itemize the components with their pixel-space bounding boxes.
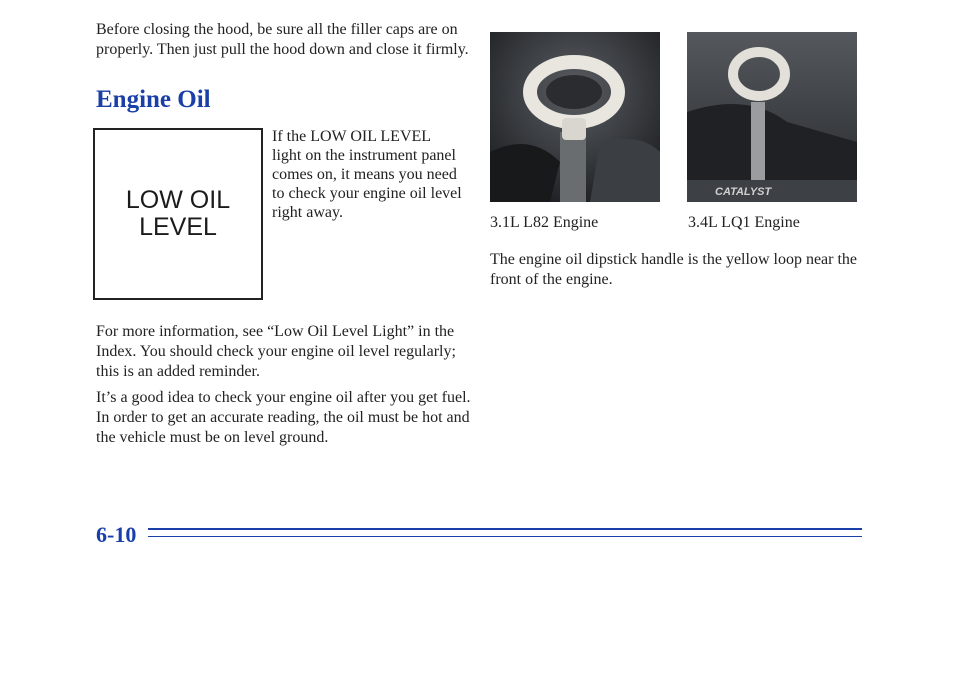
engine-photo-3-1l: [490, 32, 660, 202]
dipstick-loop-illustration-1: [490, 32, 660, 202]
section-heading: Engine Oil: [96, 86, 211, 113]
footer-rule-thick: [148, 528, 862, 530]
photo-caption-3-4l: 3.4L LQ1 Engine: [688, 214, 800, 231]
intro-paragraph: Before closing the hood, be sure all the filler caps are on properly. Then just pull the hood down and close it firmly.: [96, 21, 469, 58]
low-oil-level-description: If the LOW OIL LEVEL light on the instrument panel comes on, it means you need to check your engine oil level right away.: [272, 128, 462, 221]
engine-photo-3-4l: [687, 32, 857, 202]
low-oil-level-indicator: [93, 128, 263, 300]
photo-caption-3-1l: 3.1L L82 Engine: [490, 214, 599, 231]
catalyst-stamp: CATALYST: [715, 186, 772, 198]
page-number: 6-10: [96, 522, 137, 547]
dipstick-loop-illustration-2: [687, 32, 857, 202]
more-information-paragraph: For more information, see “Low Oil Level Light” in the Index. You should check your engine oil level regularly; this is an added reminder.: [96, 323, 456, 380]
dipstick-note: The engine oil dipstick handle is the yellow loop near the front of the engine.: [490, 251, 858, 288]
page-footer: [96, 520, 862, 554]
low-oil-level-label: LOW OIL LEVEL: [125, 186, 231, 241]
footer-rule-thin: [148, 536, 862, 537]
check-oil-paragraph: It’s a good idea to check your engine oil after you get fuel. In order to get an accurate reading, the oil must be hot and the vehicle must be on level ground.: [96, 389, 471, 446]
